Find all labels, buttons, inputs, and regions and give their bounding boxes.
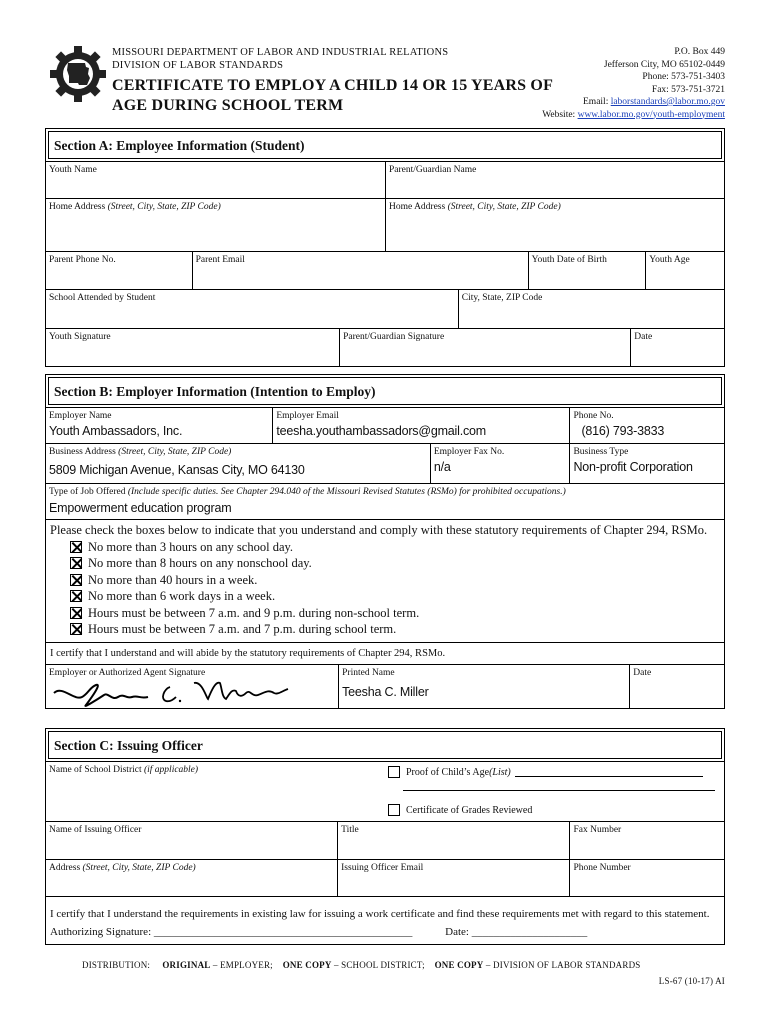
row-parent-phone [46,251,724,289]
requirements-block [46,520,711,642]
school-attended-field[interactable]: School Attended by Student [49,293,156,303]
form-code: LS-67 (10-17) AI [658,976,725,986]
row-employer-signature [46,664,724,708]
distribution-line: DISTRIBUTION: ORIGINAL – EMPLOYER; ONE COPY – SCHOOL DISTRICT; ONE COPY – DIVISION OF LABOR STANDARDS [82,960,641,970]
checked-checkbox[interactable] [70,623,82,635]
contact-email-line: Email: laborstandards@labor.mo.gov [583,97,725,107]
school-city-field[interactable]: City, State, ZIP Code [458,290,724,328]
issuing-officer-name-field[interactable]: Name of Issuing Officer [49,825,142,835]
section-a-title: Section A: Employee Information (Student) [48,131,722,159]
authorizing-signature-line[interactable]: Authorizing Signature: _______________________________________________ Date: _____________________ [50,926,588,938]
row-officer-name [46,821,724,859]
section-b-date-field[interactable]: Date [629,665,724,708]
row-school [46,289,724,328]
contact-info [542,46,725,121]
row-home-address [46,198,724,251]
checked-checkbox[interactable] [70,541,82,553]
officer-title-field[interactable]: Title [337,822,569,859]
row-job-offered [46,483,724,519]
contact-phone: Phone: 573-751-3403 [642,72,725,82]
contact-fax: Fax: 573-751-3721 [651,84,725,95]
printed-name-field[interactable]: Printed Name Teesha C. Miller [338,665,629,708]
officer-address-field[interactable]: Address (Street, City, State, ZIP Code) [49,863,196,873]
parent-email-field[interactable]: Parent Email [192,252,528,289]
employer-fax-field[interactable]: Employer Fax No. n/a [430,444,570,483]
employer-name-field[interactable]: Employer Name Youth Ambassadors, Inc. [49,411,183,438]
school-district-field[interactable]: Name of School District (if applicable) Proof of Child’s Age (List) Certificate of Grades Reviewed [46,762,724,821]
email-link[interactable]: laborstandards@labor.mo.gov [610,97,725,107]
missouri-gear-seal-icon [48,44,108,104]
youth-age-field[interactable]: Youth Age [645,252,724,289]
checked-checkbox[interactable] [70,574,82,586]
requirement-item: No more than 3 hours on any school day. [70,539,707,556]
youth-home-address-field[interactable]: Home Address (Street, City, State, ZIP Code) [49,202,221,212]
section-c-title: Section C: Issuing Officer [48,731,722,759]
requirement-item: No more than 40 hours in a week. [70,572,707,589]
row-requirements [46,519,724,642]
checked-checkbox[interactable] [70,607,82,619]
checked-checkbox[interactable] [70,590,82,602]
employer-certify-statement: I certify that I understand and will abide by the statutory requirements of Chapter 294, RSMo. [50,647,446,659]
section-c [45,728,725,945]
row-officer-address [46,859,724,896]
form-header [0,0,770,130]
job-offered-field[interactable]: Type of Job Offered (Include specific duties. See Chapter 294.040 of the Missouri Revised Statutes (RSMo) for prohibited occupations.) Empowerment education program [49,487,566,515]
row-employer-certify [46,642,724,664]
proof-of-age-line[interactable] [515,767,703,777]
checked-checkbox[interactable] [70,557,82,569]
guardian-home-address-field[interactable]: Home Address (Street, City, State, ZIP Code) [385,199,724,251]
section-b [45,374,725,709]
officer-certify-block [46,897,714,944]
proof-of-age-option: Proof of Child’s Age (List) [388,766,703,778]
section-a [45,128,725,367]
requirements-list [50,539,707,638]
po-box: P.O. Box 449 [674,47,725,57]
youth-name-field[interactable]: Youth Name [49,165,97,175]
form-title-line-1: CERTIFICATE TO EMPLOY A CHILD 14 OR 15 YEARS OF [112,77,554,94]
agency-line-1: MISSOURI DEPARTMENT OF LABOR AND INDUSTRIAL RELATIONS [112,47,449,58]
employer-phone-field[interactable]: Phone No. (816) 793-3833 [569,408,724,443]
business-type-field[interactable]: Business Type Non-profit Corporation [569,444,724,483]
row-signatures [46,328,724,366]
city-address: Jefferson City, MO 65102-0449 [603,59,725,70]
section-b-title: Section B: Employer Information (Intention to Employ) [48,377,722,405]
officer-phone-field[interactable]: Phone Number [569,860,724,896]
business-address-field[interactable]: Business Address (Street, City, State, ZIP Code) 5809 Michigan Avenue, Kansas City, MO 64130 [49,447,305,477]
proof-of-age-checkbox[interactable] [388,766,400,778]
section-a-date-field[interactable]: Date [630,329,724,366]
authorizing-date-line[interactable]: Date: _____________________ [445,926,588,938]
requirements-intro: Please check the boxes below to indicate that you understand and comply with these statutory requirements of Chapter 294, RSMo. [50,523,708,537]
grades-reviewed-option: Certificate of Grades Reviewed [388,804,532,816]
contact-website-line: Website: www.labor.mo.gov/youth-employment [542,109,725,120]
employer-email-field[interactable]: Employer Email teesha.youthambassadors@gmail.com [272,408,569,443]
row-employer-name [46,407,724,443]
guardian-name-field[interactable]: Parent/Guardian Name [385,162,724,198]
guardian-signature-field[interactable]: Parent/Guardian Signature [339,329,630,366]
requirement-item: Hours must be between 7 a.m. and 9 p.m. during non-school term. [70,605,707,622]
row-business-address [46,443,724,483]
form-title [112,76,553,116]
grades-reviewed-checkbox[interactable] [388,804,400,816]
officer-fax-field[interactable]: Fax Number [569,822,724,859]
form-title-line-2: AGE DURING SCHOOL TERM [112,97,344,114]
requirement-item: No more than 8 hours on any nonschool day. [70,555,707,572]
handwritten-signature [52,675,292,709]
requirement-item: Hours must be between 7 a.m. and 7 p.m. during school term. [70,621,707,638]
employer-signature-field[interactable]: Employer or Authorized Agent Signature [46,665,338,708]
row-school-district [46,761,724,821]
row-officer-certify [46,896,724,944]
agency-line-2: DIVISION OF LABOR STANDARDS [112,60,284,71]
officer-email-field[interactable]: Issuing Officer Email [337,860,569,896]
requirement-item: No more than 6 work days in a week. [70,588,707,605]
website-link[interactable]: www.labor.mo.gov/youth-employment [577,109,725,120]
youth-dob-field[interactable]: Youth Date of Birth [528,252,646,289]
officer-certify-statement: I certify that I understand the requirements in existing law for issuing a work certificate and find these requirements met with regard to this statement. [50,908,710,920]
row-youth-name [46,161,724,198]
agency-name [112,46,448,72]
parent-phone-field[interactable]: Parent Phone No. [49,255,116,265]
proof-of-age-line-2[interactable] [403,790,715,791]
youth-signature-field[interactable]: Youth Signature [49,332,111,342]
